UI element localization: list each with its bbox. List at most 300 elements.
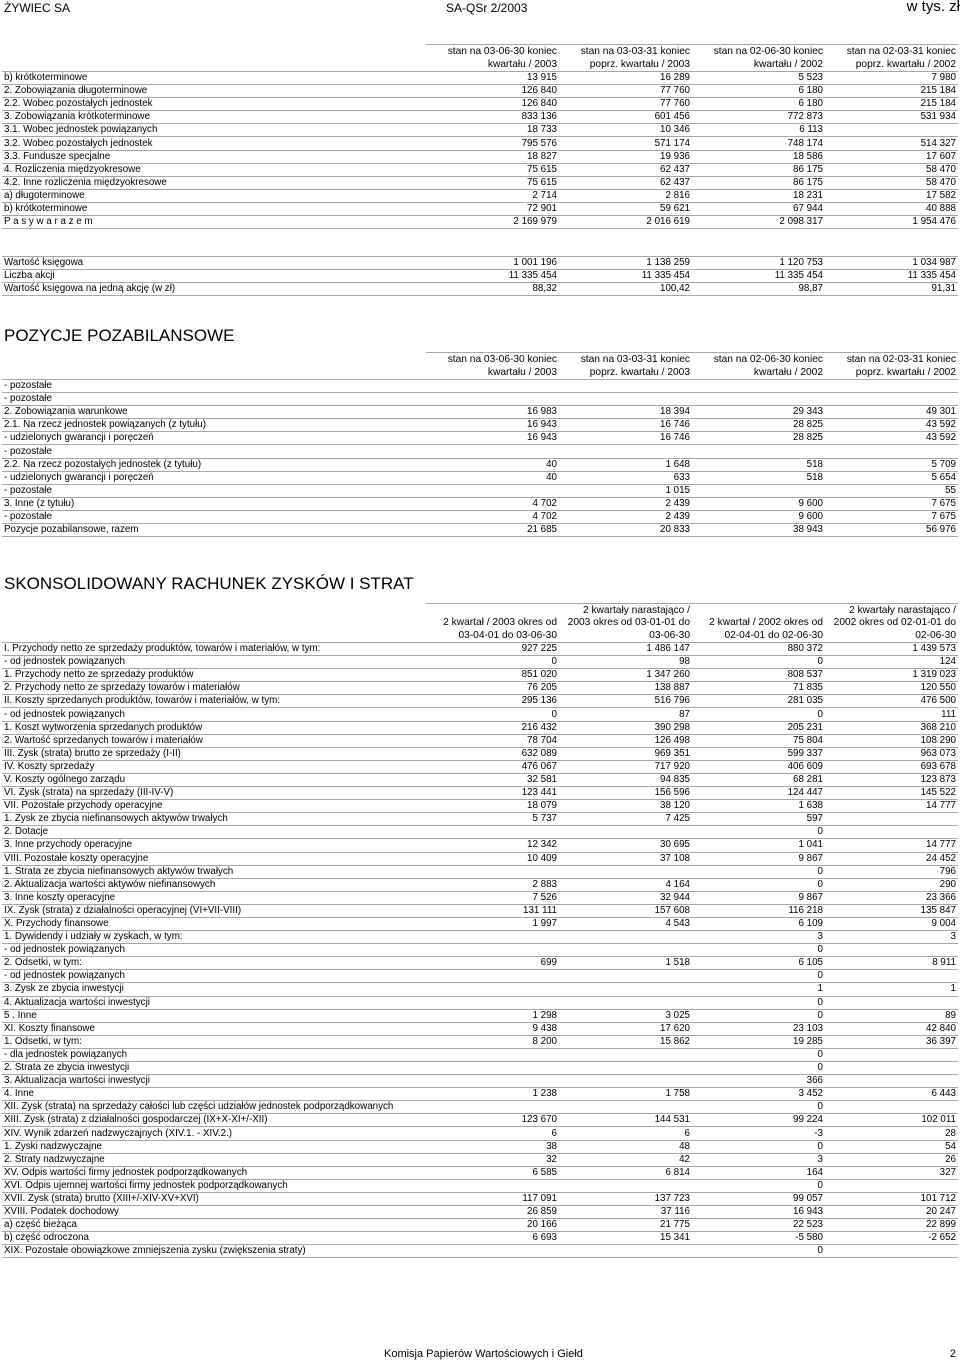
row-value: 6 xyxy=(426,1127,559,1140)
row-value: 808 537 xyxy=(692,669,825,682)
row-value: 30 695 xyxy=(559,839,692,852)
table-row xyxy=(2,970,958,983)
table-row xyxy=(2,1075,958,1088)
row-label: XIII. Zysk (strata) z działalności gospodarczej (IX+X-XI+/-XII) xyxy=(2,1114,426,1127)
row-value: 0 xyxy=(692,1048,825,1061)
row-label: b) krótkoterminowe xyxy=(2,202,426,215)
table-row xyxy=(2,257,958,270)
row-value: 1 486 147 xyxy=(559,643,692,656)
column-header: stan na 02-06-30 koniec kwartału / 2002 xyxy=(692,45,825,72)
column-header: stan na 03-06-30 koniec kwartału / 2003 xyxy=(426,353,559,380)
row-value xyxy=(825,380,958,393)
row-value: 0 xyxy=(692,1179,825,1192)
row-value: 32 944 xyxy=(559,891,692,904)
table-row xyxy=(2,734,958,747)
row-label: Pozycje pozabilansowe, razem xyxy=(2,524,426,537)
table-row xyxy=(2,708,958,721)
row-label: 4. Rozliczenia międzyokresowe xyxy=(2,163,426,176)
row-label: VI. Zysk (strata) na sprzedaży (III-IV-V) xyxy=(2,787,426,800)
row-value xyxy=(426,1062,559,1075)
table-row xyxy=(2,189,958,202)
row-value: 833 136 xyxy=(426,111,559,124)
row-label: V. Koszty ogólnego zarządu xyxy=(2,773,426,786)
offbalance-table xyxy=(2,352,958,537)
row-label: IX. Zysk (strata) z działalności operacyjnej (VI+VII-VIII) xyxy=(2,904,426,917)
row-label: P a s y w a r a z e m xyxy=(2,216,426,229)
row-label: - od jednostek powiązanych xyxy=(2,708,426,721)
row-label: XII. Zysk (strata) na sprzedaży całości lub części udziałów jednostek podporządkowanych xyxy=(2,1101,426,1114)
row-label: 1. Zysk ze zbycia niefinansowych aktywów trwałych xyxy=(2,813,426,826)
row-value: 99 224 xyxy=(692,1114,825,1127)
header-blank xyxy=(2,604,426,643)
row-value xyxy=(426,445,559,458)
row-value xyxy=(559,996,692,1009)
row-value: 26 859 xyxy=(426,1206,559,1219)
row-value xyxy=(426,1101,559,1114)
row-value: 29 343 xyxy=(692,406,825,419)
row-value: 1 120 753 xyxy=(692,257,825,270)
row-value xyxy=(426,931,559,944)
row-value: 16 943 xyxy=(426,419,559,432)
row-value: 0 xyxy=(692,996,825,1009)
table-row xyxy=(2,419,958,432)
table-row xyxy=(2,458,958,471)
row-value: 1 015 xyxy=(559,484,692,497)
row-value: 1 041 xyxy=(692,839,825,852)
row-value xyxy=(825,1179,958,1192)
row-value: 4 702 xyxy=(426,510,559,523)
row-value xyxy=(825,1062,958,1075)
row-label: 1. Odsetki, w tym: xyxy=(2,1035,426,1048)
row-value: 6 585 xyxy=(426,1166,559,1179)
row-label: Wartość księgowa xyxy=(2,257,426,270)
row-value: 23 103 xyxy=(692,1022,825,1035)
row-value xyxy=(825,996,958,1009)
row-label: 1. Strata ze zbycia niefinansowych aktywów trwałych xyxy=(2,865,426,878)
row-value xyxy=(692,393,825,406)
row-value: 717 920 xyxy=(559,760,692,773)
row-value: 1 518 xyxy=(559,957,692,970)
row-value xyxy=(825,1048,958,1061)
row-value: 16 746 xyxy=(559,432,692,445)
row-value: 17 582 xyxy=(825,189,958,202)
row-value: 77 760 xyxy=(559,98,692,111)
row-value xyxy=(559,1048,692,1061)
row-value: 0 xyxy=(692,970,825,983)
row-label: 1. Koszt wytworzenia sprzedanych produktów xyxy=(2,721,426,734)
table-row xyxy=(2,1062,958,1075)
row-value: 8 911 xyxy=(825,957,958,970)
row-value xyxy=(825,1245,958,1258)
row-label: a) część bieżąca xyxy=(2,1219,426,1232)
row-value: 40 888 xyxy=(825,202,958,215)
row-label: 2. Strata ze zbycia inwestycji xyxy=(2,1062,426,1075)
row-label: 2. Zobowiązania warunkowe xyxy=(2,406,426,419)
row-value xyxy=(559,1101,692,1114)
table-row xyxy=(2,510,958,523)
row-value: 6 109 xyxy=(692,917,825,930)
row-value: 20 247 xyxy=(825,1206,958,1219)
row-value xyxy=(825,393,958,406)
row-value: 772 873 xyxy=(692,111,825,124)
row-label: 2. Aktualizacja wartości aktywów niefinansowych xyxy=(2,878,426,891)
row-value xyxy=(426,944,559,957)
row-value xyxy=(692,484,825,497)
row-value: 22 523 xyxy=(692,1219,825,1232)
row-value: 1 439 573 xyxy=(825,643,958,656)
row-value: 699 xyxy=(426,957,559,970)
row-value: 1 238 xyxy=(426,1088,559,1101)
row-value: 14 777 xyxy=(825,800,958,813)
table-row xyxy=(2,917,958,930)
row-value: 518 xyxy=(692,458,825,471)
row-value: -2 652 xyxy=(825,1232,958,1245)
row-value: 0 xyxy=(692,1101,825,1114)
row-label: XIV. Wynik zdarzeń nadzwyczajnych (XIV.1. - XIV.2.) xyxy=(2,1127,426,1140)
table-row xyxy=(2,891,958,904)
row-value: 5 737 xyxy=(426,813,559,826)
row-value xyxy=(692,380,825,393)
table-row xyxy=(2,445,958,458)
table-row xyxy=(2,1219,958,1232)
offbalance-title: POZYCJE POZABILANSOWE xyxy=(4,326,235,345)
row-value: 131 111 xyxy=(426,904,559,917)
row-value xyxy=(426,1048,559,1061)
row-value: 17 607 xyxy=(825,150,958,163)
table-row xyxy=(2,1035,958,1048)
table-row xyxy=(2,813,958,826)
row-value: 18 827 xyxy=(426,150,559,163)
row-label: - pozostałe xyxy=(2,445,426,458)
row-value: 11 335 454 xyxy=(559,270,692,283)
row-value xyxy=(426,983,559,996)
footer-text: Komisja Papierów Wartościowych i Giełd xyxy=(384,1348,583,1360)
table-row xyxy=(2,270,958,283)
row-value: 597 xyxy=(692,813,825,826)
table-row xyxy=(2,406,958,419)
unit-label: w tys. zł xyxy=(906,0,960,15)
row-value xyxy=(559,1245,692,1258)
row-value: 23 366 xyxy=(825,891,958,904)
row-value: 58 470 xyxy=(825,163,958,176)
row-value: 59 621 xyxy=(559,202,692,215)
row-value: 28 825 xyxy=(692,432,825,445)
row-value: 43 592 xyxy=(825,419,958,432)
row-label: - pozostałe xyxy=(2,510,426,523)
row-value: 2 883 xyxy=(426,878,559,891)
row-label: 2. Odsetki, w tym: xyxy=(2,957,426,970)
row-value: 54 xyxy=(825,1140,958,1153)
row-value: 1 xyxy=(825,983,958,996)
row-label: IV. Koszty sprzedaży xyxy=(2,760,426,773)
row-value: 42 840 xyxy=(825,1022,958,1035)
row-value: 5 523 xyxy=(692,72,825,85)
row-label: 3. Inne przychody operacyjne xyxy=(2,839,426,852)
row-value: 3 452 xyxy=(692,1088,825,1101)
table-row xyxy=(2,85,958,98)
page-number: 2 xyxy=(949,1348,956,1360)
row-value: 156 596 xyxy=(559,787,692,800)
table-row xyxy=(2,669,958,682)
row-value: 88,32 xyxy=(426,283,559,296)
row-value: 2 016 619 xyxy=(559,216,692,229)
row-value: 18 733 xyxy=(426,124,559,137)
row-label: - udzielonych gwarancji i poręczeń xyxy=(2,471,426,484)
row-value: 205 231 xyxy=(692,721,825,734)
row-value: 42 xyxy=(559,1153,692,1166)
row-value: 67 944 xyxy=(692,202,825,215)
row-value: 851 020 xyxy=(426,669,559,682)
row-label: II. Koszty sprzedanych produktów, towarów i materiałów, w tym: xyxy=(2,695,426,708)
row-value xyxy=(825,1075,958,1088)
row-value: 91,31 xyxy=(825,283,958,296)
row-label: b) część odroczona xyxy=(2,1232,426,1245)
row-label: 1. Zyski nadzwyczajne xyxy=(2,1140,426,1153)
row-value: 38 943 xyxy=(692,524,825,537)
row-value: 6 693 xyxy=(426,1232,559,1245)
row-value xyxy=(426,865,559,878)
row-value xyxy=(825,826,958,839)
row-label: 3. Zobowiązania krótkoterminowe xyxy=(2,111,426,124)
table-row xyxy=(2,380,958,393)
table-row xyxy=(2,432,958,445)
row-value xyxy=(825,124,958,137)
row-value: 126 840 xyxy=(426,98,559,111)
row-value: 16 746 xyxy=(559,419,692,432)
row-label: XI. Koszty finansowe xyxy=(2,1022,426,1035)
income-title: SKONSOLIDOWANY RACHUNEK ZYSKÓW I STRAT xyxy=(4,574,414,593)
table-row xyxy=(2,176,958,189)
row-value xyxy=(559,393,692,406)
row-value: 62 437 xyxy=(559,176,692,189)
table-row xyxy=(2,747,958,760)
row-value: 1 954 476 xyxy=(825,216,958,229)
row-value: 62 437 xyxy=(559,163,692,176)
row-value: 963 073 xyxy=(825,747,958,760)
row-value: 571 174 xyxy=(559,137,692,150)
row-label: XVI. Odpis ujemnej wartości firmy jednostek podporządkowanych xyxy=(2,1179,426,1192)
row-label: 1. Dywidendy i udziały w zyskach, w tym: xyxy=(2,931,426,944)
row-value: 87 xyxy=(559,708,692,721)
row-value: 0 xyxy=(692,944,825,957)
row-value xyxy=(426,826,559,839)
table-row xyxy=(2,643,958,656)
row-label: 3.2. Wobec pozostałych jednostek xyxy=(2,137,426,150)
row-label: 2. Dotacje xyxy=(2,826,426,839)
header-blank xyxy=(2,353,426,380)
row-value: 0 xyxy=(692,656,825,669)
row-label: XVIII. Podatek dochodowy xyxy=(2,1206,426,1219)
row-value: 94 835 xyxy=(559,773,692,786)
row-label: 2.2. Wobec pozostałych jednostek xyxy=(2,98,426,111)
row-value: 0 xyxy=(692,1140,825,1153)
row-value: 6 443 xyxy=(825,1088,958,1101)
table-row xyxy=(2,1140,958,1153)
row-label: 4. Inne xyxy=(2,1088,426,1101)
row-label: - pozostałe xyxy=(2,380,426,393)
table-row xyxy=(2,524,958,537)
row-value: 3 xyxy=(692,1153,825,1166)
row-value: 9 600 xyxy=(692,510,825,523)
row-value: 599 337 xyxy=(692,747,825,760)
row-value: 4 164 xyxy=(559,878,692,891)
row-value: 693 678 xyxy=(825,760,958,773)
row-value: 514 327 xyxy=(825,137,958,150)
row-value: 0 xyxy=(692,865,825,878)
row-value: 40 xyxy=(426,471,559,484)
row-value: 0 xyxy=(692,1062,825,1075)
row-value: 16 289 xyxy=(559,72,692,85)
row-value xyxy=(426,1245,559,1258)
row-label: Liczba akcji xyxy=(2,270,426,283)
row-label: 3. Inne (z tytułu) xyxy=(2,497,426,510)
row-label: - dla jednostek powiązanych xyxy=(2,1048,426,1061)
row-label: 3. Aktualizacja wartości inwestycji xyxy=(2,1075,426,1088)
row-value: 75 615 xyxy=(426,176,559,189)
row-value: 295 136 xyxy=(426,695,559,708)
table-row xyxy=(2,98,958,111)
row-value: 2 169 979 xyxy=(426,216,559,229)
row-value: 117 091 xyxy=(426,1192,559,1205)
table-row xyxy=(2,1232,958,1245)
table-row xyxy=(2,839,958,852)
row-value xyxy=(559,1179,692,1192)
row-value: 1 138 259 xyxy=(559,257,692,270)
table-row xyxy=(2,393,958,406)
row-value: 16 983 xyxy=(426,406,559,419)
row-value: 18 231 xyxy=(692,189,825,202)
row-label: 2.1. Na rzecz jednostek powiązanych (z tytułu) xyxy=(2,419,426,432)
row-label: - udzielonych gwarancji i poręczeń xyxy=(2,432,426,445)
row-value: 10 409 xyxy=(426,852,559,865)
row-value: 5 709 xyxy=(825,458,958,471)
row-value: 290 xyxy=(825,878,958,891)
row-label: 3.3. Fundusze specjalne xyxy=(2,150,426,163)
row-value: 120 550 xyxy=(825,682,958,695)
row-value: 7 425 xyxy=(559,813,692,826)
table-row xyxy=(2,800,958,813)
column-header: stan na 03-03-31 koniec poprz. kwartału / 2003 xyxy=(559,45,692,72)
row-value: -5 580 xyxy=(692,1232,825,1245)
row-value: 98 xyxy=(559,656,692,669)
row-label: 2. Przychody netto ze sprzedaży towarów i materiałów xyxy=(2,682,426,695)
row-value: 16 943 xyxy=(426,432,559,445)
row-value: 518 xyxy=(692,471,825,484)
row-value: 9 600 xyxy=(692,497,825,510)
row-label: b) krótkoterminowe xyxy=(2,72,426,85)
row-value: 124 xyxy=(825,656,958,669)
table-row xyxy=(2,1048,958,1061)
row-value: 36 397 xyxy=(825,1035,958,1048)
row-value: 21 775 xyxy=(559,1219,692,1232)
row-value: 116 218 xyxy=(692,904,825,917)
row-label: 2. Zobowiązania długoterminowe xyxy=(2,85,426,98)
row-value: 1 298 xyxy=(426,1009,559,1022)
row-value: 68 281 xyxy=(692,773,825,786)
row-value: 4 543 xyxy=(559,917,692,930)
row-value: 2 714 xyxy=(426,189,559,202)
row-value: 11 335 454 xyxy=(692,270,825,283)
income-statement-table xyxy=(2,603,958,1258)
row-value: 20 166 xyxy=(426,1219,559,1232)
table-row xyxy=(2,1114,958,1127)
row-value: 9 867 xyxy=(692,852,825,865)
column-header: stan na 02-03-31 koniec poprz. kwartału / 2002 xyxy=(825,353,958,380)
row-label: 1. Przychody netto ze sprzedaży produktów xyxy=(2,669,426,682)
row-value: 164 xyxy=(692,1166,825,1179)
table-row xyxy=(2,1192,958,1205)
row-value: 632 089 xyxy=(426,747,559,760)
row-value xyxy=(559,826,692,839)
row-value: 18 394 xyxy=(559,406,692,419)
row-label: 2.2. Na rzecz pozostałych jednostek (z tytułu) xyxy=(2,458,426,471)
row-value: 327 xyxy=(825,1166,958,1179)
table-row xyxy=(2,1206,958,1219)
column-header: 2 kwartał / 2003 okres od 03-04-01 do 03-06-30 xyxy=(426,604,559,643)
row-label: VII. Pozostałe przychody operacyjne xyxy=(2,800,426,813)
row-value: 6 xyxy=(559,1127,692,1140)
row-value xyxy=(426,996,559,1009)
table-row xyxy=(2,111,958,124)
row-value: 86 175 xyxy=(692,176,825,189)
row-value: 476 500 xyxy=(825,695,958,708)
row-value: 880 372 xyxy=(692,643,825,656)
row-value: 135 847 xyxy=(825,904,958,917)
table-row xyxy=(2,1179,958,1192)
row-label: 4. Aktualizacja wartości inwestycji xyxy=(2,996,426,1009)
row-value: 8 200 xyxy=(426,1035,559,1048)
row-value: 78 704 xyxy=(426,734,559,747)
row-value: 101 712 xyxy=(825,1192,958,1205)
row-value: 38 xyxy=(426,1140,559,1153)
table-row xyxy=(2,163,958,176)
row-value: 28 825 xyxy=(692,419,825,432)
row-value: 1 347 260 xyxy=(559,669,692,682)
row-value: 98,87 xyxy=(692,283,825,296)
row-value: 516 796 xyxy=(559,695,692,708)
table-row xyxy=(2,497,958,510)
row-value: 37 116 xyxy=(559,1206,692,1219)
row-value: 3 025 xyxy=(559,1009,692,1022)
table-row xyxy=(2,983,958,996)
row-value: 40 xyxy=(426,458,559,471)
column-header: stan na 02-06-30 koniec kwartału / 2002 xyxy=(692,353,825,380)
row-value: 2 816 xyxy=(559,189,692,202)
row-value xyxy=(825,813,958,826)
row-value: 2 098 317 xyxy=(692,216,825,229)
row-value: 89 xyxy=(825,1009,958,1022)
row-value: 0 xyxy=(692,708,825,721)
row-value: 137 723 xyxy=(559,1192,692,1205)
row-value: 1 xyxy=(692,983,825,996)
row-value: 124 447 xyxy=(692,787,825,800)
row-value: 55 xyxy=(825,484,958,497)
table-row xyxy=(2,1009,958,1022)
row-value: 1 997 xyxy=(426,917,559,930)
row-value: 6 814 xyxy=(559,1166,692,1179)
table-row xyxy=(2,1166,958,1179)
row-value: 26 xyxy=(825,1153,958,1166)
table-row xyxy=(2,996,958,1009)
row-value: 108 290 xyxy=(825,734,958,747)
row-value xyxy=(426,380,559,393)
table-row xyxy=(2,1022,958,1035)
row-value: 77 760 xyxy=(559,85,692,98)
row-value: 16 943 xyxy=(692,1206,825,1219)
table-row xyxy=(2,72,958,85)
table-row xyxy=(2,682,958,695)
row-value: 144 531 xyxy=(559,1114,692,1127)
